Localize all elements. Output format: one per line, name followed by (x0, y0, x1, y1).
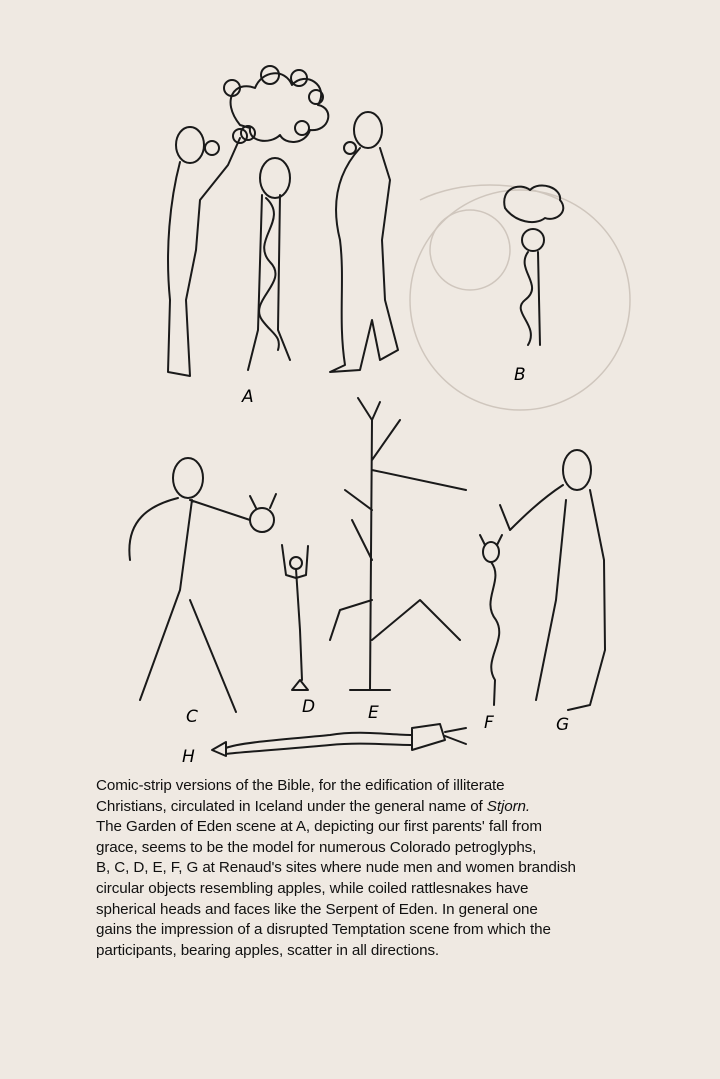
caption-line: B, C, D, E, F, G at Renaud's sites where nude men and women brandish (96, 859, 576, 877)
figure-g-standing-figure (500, 450, 605, 710)
caption-line: circular objects resembling apples, while coiled rattlesnakes have (96, 879, 529, 897)
figure-f-snake (480, 535, 502, 705)
label-g: G (556, 715, 570, 735)
label-c: C (186, 707, 198, 727)
caption-line: spherical heads and faces like the Serpent of Eden. In general one (96, 900, 538, 918)
caption-line: participants, bearing apples, scatter in all directions. (96, 941, 440, 959)
caption-line: Comic-strip versions of the Bible, for the edification of illiterate (96, 777, 505, 794)
figure-a-eden-scene (168, 66, 398, 376)
figure-h-rattlesnake (212, 724, 466, 756)
caption-italic-term: Stjorn. (486, 797, 530, 815)
caption-line (96, 797, 656, 818)
label-d: D (302, 697, 316, 717)
figure-b-serpent-tree (504, 185, 563, 345)
caption-text: Christians, circulated in Iceland under the general name of (96, 797, 487, 815)
figure-d-stick-figure (282, 545, 308, 690)
figure-caption (96, 776, 656, 961)
caption-line: The Garden of Eden scene at A, depicting our first parents' fall from (96, 818, 542, 836)
figure-c-running-man (129, 458, 276, 712)
figure-e-corn-plant (330, 398, 466, 690)
caption-line: gains the impression of a disrupted Temptation scene from which the (96, 921, 551, 939)
label-e: E (368, 703, 379, 723)
label-a: A (242, 387, 254, 407)
label-f: F (484, 713, 494, 733)
label-h: H (182, 747, 195, 767)
caption-line: grace, seems to be the model for numerous Colorado petroglyphs, (96, 838, 537, 856)
label-b: B (514, 365, 526, 385)
